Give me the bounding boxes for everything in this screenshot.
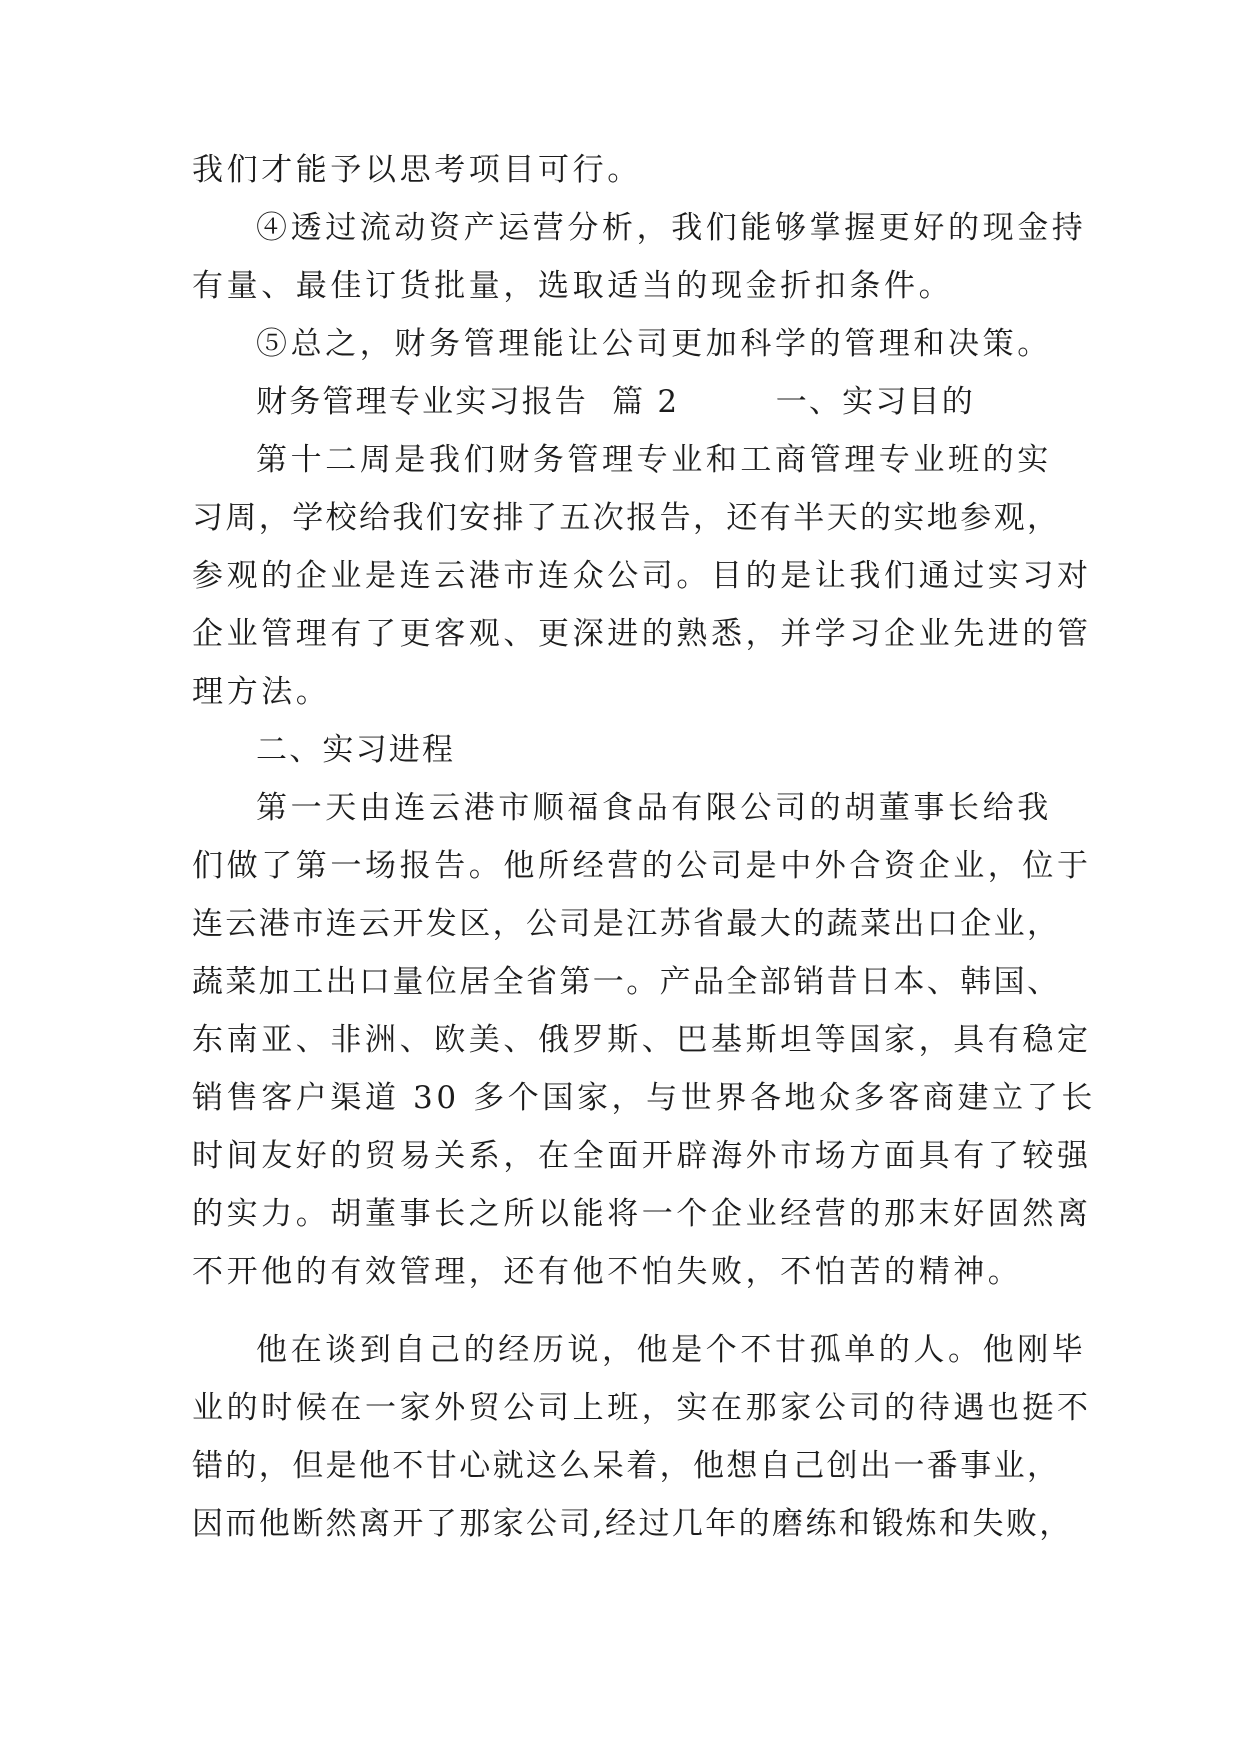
text-line-24: 因而他断然离开了那家公司,经过几年的磨练和锻炼和失败， xyxy=(192,1506,1073,1542)
text-line-3: 有量、最佳订货批量，选取适当的现金折扣条件。 xyxy=(192,268,954,304)
text-line-14: 连云港市连云开发区，公司是江苏省最大的蔬菜出口企业， xyxy=(192,906,1061,942)
text-line-13: 们做了第一场报告。他所经营的公司是中外合资企业，位于 xyxy=(192,848,1092,884)
text-line-19: 的实力。胡董事长之所以能将一个企业经营的那末好固然离 xyxy=(192,1196,1092,1232)
text-line-22: 业的时候在一家外贸公司上班，实在那家公司的待遇也挺不 xyxy=(192,1390,1092,1426)
text-line-16: 东南亚、非洲、欧美、俄罗斯、巴基斯坦等国家，具有稳定 xyxy=(192,1022,1092,1058)
text-line-20: 不开他的有效管理，还有他不怕失败，不怕苦的精神。 xyxy=(192,1254,1023,1290)
text-line-9: 企业管理有了更客观、更深进的熟悉，并学习企业先进的管 xyxy=(192,616,1092,652)
text-line-7: 习周，学校给我们安排了五次报告，还有半天的实地参观， xyxy=(192,500,1061,536)
section-heading-report-2: 财务管理专业实习报告 篇 2 一、实习目的 xyxy=(256,384,975,420)
text-line-12: 第一天由连云港市顺福食品有限公司的胡董事长给我 xyxy=(256,790,1052,826)
text-line-6: 第十二周是我们财务管理专业和工商管理专业班的实 xyxy=(256,442,1052,478)
text-line-4: ⑤总之，财务管理能让公司更加科学的管理和决策。 xyxy=(256,326,1052,362)
text-line-10: 理方法。 xyxy=(192,674,331,710)
text-line-23: 错的，但是他不甘心就这么呆着，他想自己创出一番事业， xyxy=(192,1448,1061,1484)
section-heading-process: 二、实习进程 xyxy=(256,732,456,768)
text-line-8: 参观的企业是连云港市连众公司。目的是让我们通过实习对 xyxy=(192,558,1092,594)
text-line-15: 蔬菜加工出口量位居全省第一。产品全部销昔日本、韩国、 xyxy=(192,964,1061,1000)
text-line-2: ④透过流动资产运营分析，我们能够掌握更好的现金持 xyxy=(256,210,1087,246)
text-line-21: 他在谈到自己的经历说，他是个不甘孤单的人。他刚毕 xyxy=(256,1332,1087,1368)
text-line-1: 我们才能予以思考项目可行。 xyxy=(192,152,642,188)
text-line-18: 时间友好的贸易关系，在全面开辟海外市场方面具有了较强 xyxy=(192,1138,1092,1174)
text-line-17: 销售客户渠道 30 多个国家，与世界各地众多客商建立了长 xyxy=(192,1080,1096,1116)
